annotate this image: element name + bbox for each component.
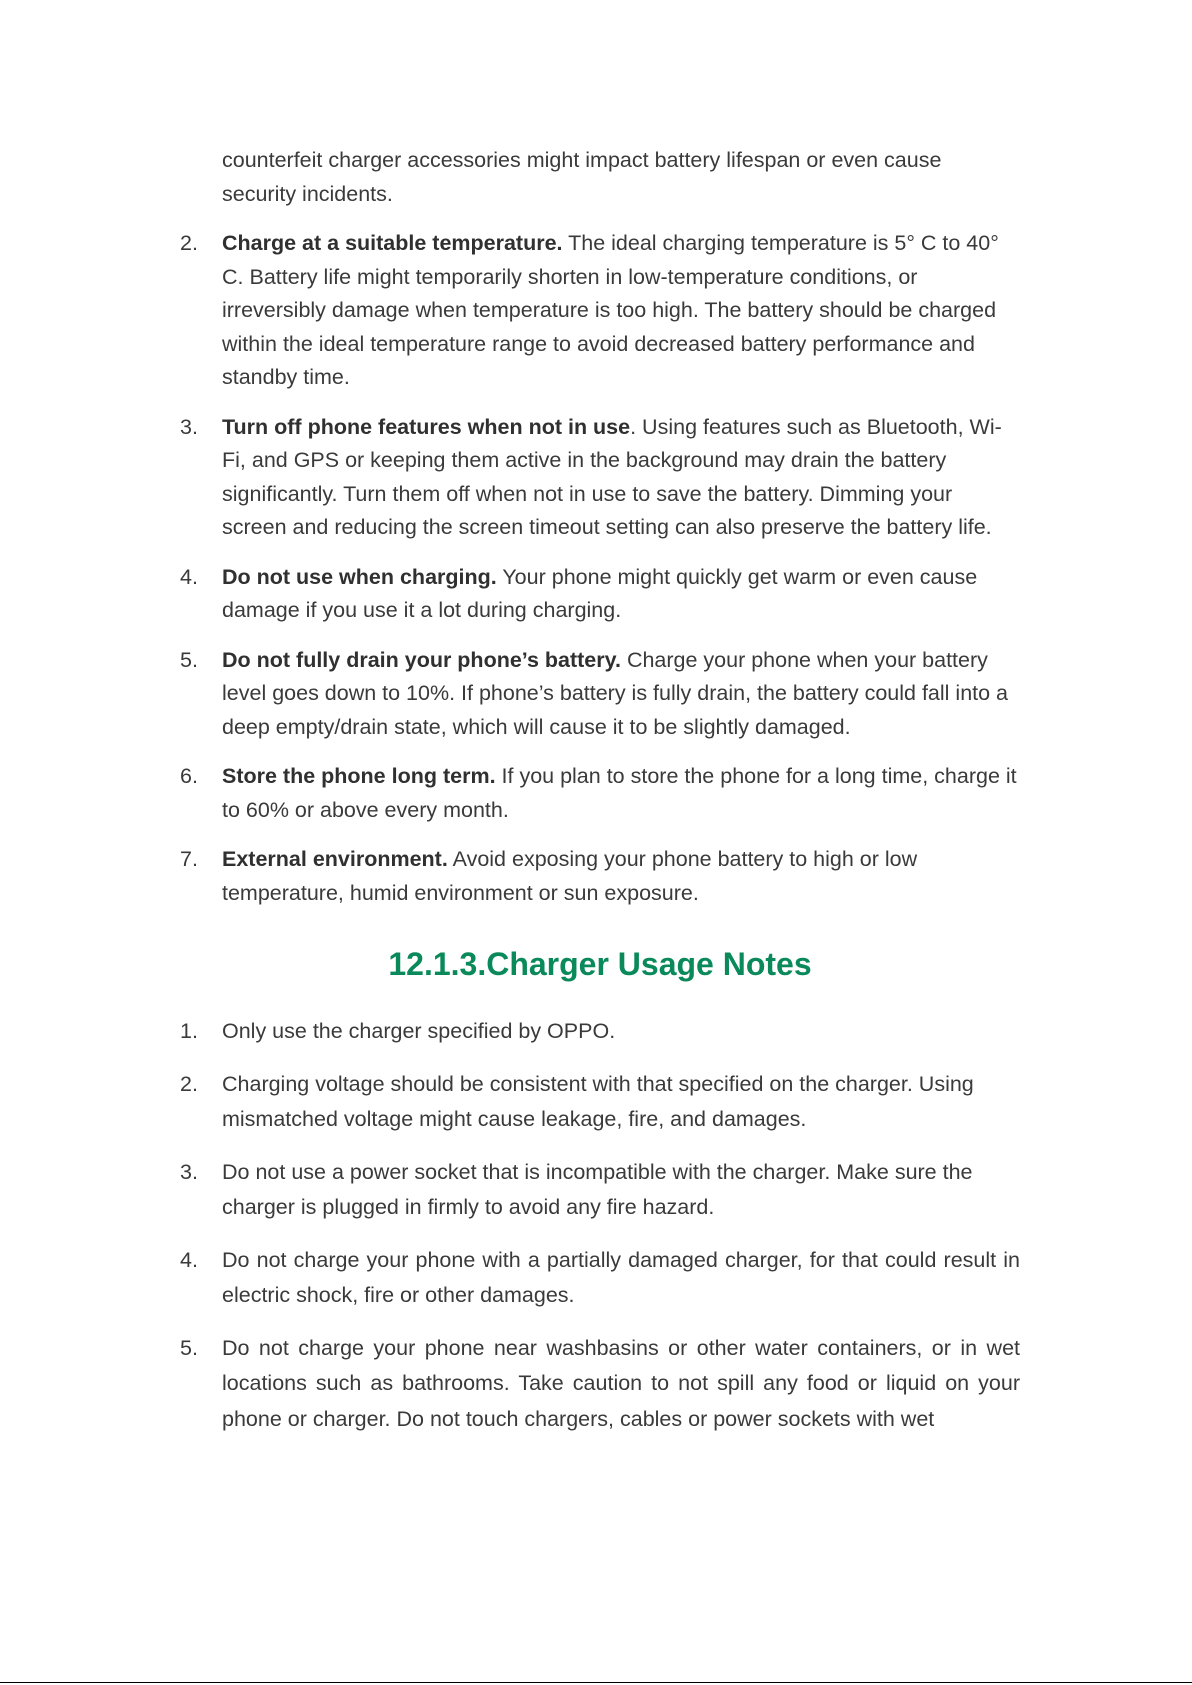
tip-text: Your phone might quickly get warm or even cause damage if you use it a lot during charging. xyxy=(222,564,978,622)
note-number: 5. xyxy=(180,1335,198,1360)
continuation-paragraph: counterfeit charger accessories might impact battery lifespan or even cause security incidents. xyxy=(222,148,942,206)
tip-item xyxy=(180,760,1020,827)
tip-text: If you plan to store the phone for a long time, charge it to 60% or above every month. xyxy=(222,764,1017,822)
note-text: Only use the charger specified by OPPO. xyxy=(222,1019,616,1043)
battery-tips-list xyxy=(180,227,1020,910)
note-number: 1. xyxy=(180,1019,198,1043)
tip-text: Charge your phone when your battery level goes down to 10%. If phone’s battery is fully drain, the battery could fall into a deep empty/drain state, which will cause it to be slightly damaged. xyxy=(222,647,1009,739)
footer-rule xyxy=(0,1682,1192,1683)
section-heading: 12.1.3.Charger Usage Notes xyxy=(388,946,812,982)
tip-item xyxy=(180,411,1020,545)
tip-item xyxy=(180,561,1020,628)
tip-number: 6. xyxy=(180,764,198,788)
tip-item xyxy=(180,843,1020,910)
tip-title: Turn off phone features when not in use xyxy=(222,414,631,439)
tip-text: Avoid exposing your phone battery to high or low temperature, humid environment or sun exposure. xyxy=(222,847,918,905)
tip-number: 5. xyxy=(180,647,198,672)
tip-item xyxy=(180,644,1020,745)
charger-note-item xyxy=(180,1331,1020,1438)
tip-text: The ideal charging temperature is 5° C to 40° C. Battery life might temporarily shorten in low-temperature conditions, or irreversibly damage when temperature is too high. The battery should be charged within the ideal temperature range to avoid decreased battery performance and standby time. xyxy=(222,231,999,389)
tip-item xyxy=(180,227,1020,395)
tip-title: Do not fully drain your phone’s battery. xyxy=(222,647,621,672)
charger-notes-list xyxy=(180,1014,1020,1437)
note-number: 4. xyxy=(180,1247,198,1272)
tip-number: 4. xyxy=(180,564,198,589)
tip-text: . Using features such as Bluetooth, Wi-Fi, and GPS or keeping them active in the background may drain the battery significantly. Turn them off when not in use to save the battery. Dimming your screen and reducing the screen timeout setting can also preserve the battery life. xyxy=(222,414,1002,539)
charger-note-item xyxy=(180,1243,1020,1314)
tip-title: Store the phone long term. xyxy=(222,764,496,788)
note-text: Do not use a power socket that is incompatible with the charger. Make sure the charger is plugged in firmly to avoid any fire hazard. xyxy=(222,1159,973,1219)
tip-title: Do not use when charging. xyxy=(222,564,497,589)
charger-note-item xyxy=(180,1155,1020,1226)
note-text: Do not charge your phone near washbasins or other water containers, or in wet locations such as bathrooms. Take caution to not spill any food or liquid on your phone or charger. Do not touch chargers, cables or power sockets with wet xyxy=(222,1335,1020,1431)
note-text: Do not charge your phone with a partially damaged charger, for that could result in electric shock, fire or other damages. xyxy=(222,1247,1020,1307)
tip-title: External environment. xyxy=(222,847,448,871)
note-text: Charging voltage should be consistent with that specified on the charger. Using mismatched voltage might cause leakage, fire, and damages. xyxy=(222,1071,974,1131)
tip-title: Charge at a suitable temperature. xyxy=(222,231,563,255)
page-content xyxy=(180,144,1020,1437)
charger-note-item xyxy=(180,1067,1020,1138)
note-number: 3. xyxy=(180,1159,198,1184)
tip-number: 7. xyxy=(180,847,198,871)
tip-number: 3. xyxy=(180,414,198,439)
note-number: 2. xyxy=(180,1071,198,1096)
charger-note-item xyxy=(180,1014,1020,1050)
tip-number: 2. xyxy=(180,231,198,255)
